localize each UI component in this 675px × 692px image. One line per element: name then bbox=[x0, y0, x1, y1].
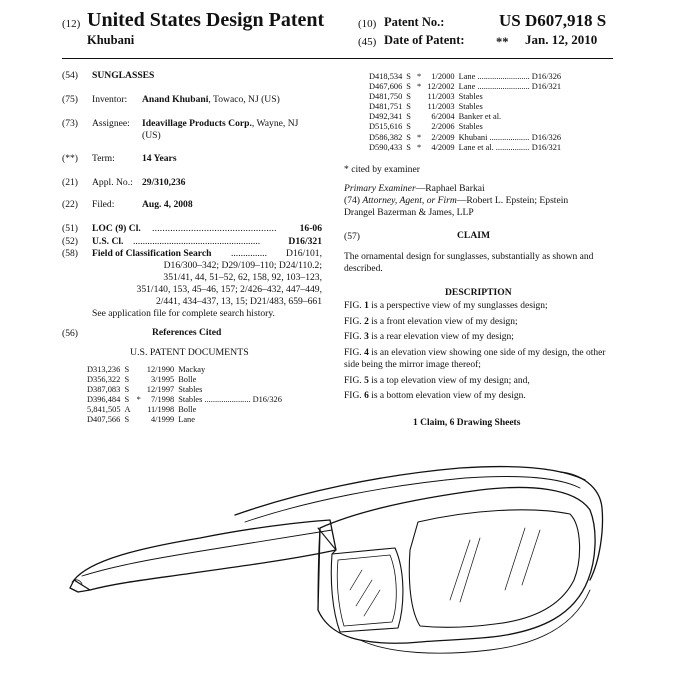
reference-row bbox=[369, 133, 561, 143]
term-label: Term: bbox=[92, 153, 115, 164]
assignee-label: Assignee: bbox=[92, 118, 130, 129]
field-search-first: D16/101, bbox=[286, 248, 322, 259]
fig-number: 4 bbox=[364, 348, 369, 359]
ref-class bbox=[532, 92, 561, 102]
reference-row bbox=[87, 365, 282, 375]
ref-cited-star: * bbox=[416, 132, 422, 142]
inventor-value bbox=[142, 94, 280, 106]
ref-kind: S bbox=[406, 132, 411, 142]
ref-cited-star: * bbox=[136, 395, 141, 405]
ref-kind: S bbox=[406, 82, 411, 92]
ref-class bbox=[253, 405, 282, 415]
assignee-value bbox=[142, 118, 298, 130]
code-58: (58) bbox=[62, 248, 78, 259]
ref-kind: S bbox=[124, 385, 130, 395]
code-term: (**) bbox=[62, 153, 78, 164]
field-search-dots: ............... bbox=[231, 248, 267, 259]
inventor-label: Inventor: bbox=[92, 94, 128, 105]
reference-row bbox=[369, 112, 561, 122]
references-heading: References Cited bbox=[152, 327, 222, 338]
ref-number: D313,236 bbox=[87, 365, 121, 374]
claims-sheets: 1 Claim, 6 Drawing Sheets bbox=[413, 418, 521, 428]
fig-description bbox=[344, 301, 610, 313]
ref-name: Banker et al. bbox=[458, 112, 502, 122]
claim-heading: CLAIM bbox=[457, 230, 491, 241]
code-45: (45) bbox=[358, 36, 377, 48]
reference-row bbox=[369, 82, 561, 92]
field-search-line: 351/41, 44, 51–52, 62, 158, 92, 103–123, bbox=[163, 272, 322, 283]
ref-name: Bolle bbox=[178, 405, 197, 415]
fig-description bbox=[344, 332, 610, 344]
attorney-firm: Drangel Bazerman & James, LLP bbox=[344, 207, 474, 218]
claim-text: The ornamental design for sunglasses, substantially as shown and described. bbox=[344, 252, 594, 274]
fig-descriptions bbox=[344, 301, 610, 407]
ref-number: D418,534 bbox=[369, 72, 403, 81]
code-54: (54) bbox=[62, 70, 78, 81]
ref-number: D356,322 bbox=[87, 375, 121, 385]
ref-date: 6/2004 bbox=[431, 112, 455, 122]
inventor-location: , Towaco, NJ (US) bbox=[208, 94, 280, 105]
ref-name: Stables bbox=[458, 122, 483, 132]
ref-kind: S bbox=[124, 415, 130, 425]
ref-number: D492,341 bbox=[369, 112, 403, 122]
ref-cited-star bbox=[413, 102, 427, 112]
us-cl-label: U.S. Cl. bbox=[92, 236, 124, 247]
ref-name: Stables bbox=[458, 102, 483, 112]
reference-row bbox=[87, 415, 282, 425]
ref-cited-star bbox=[413, 92, 427, 102]
ref-name: Mackay bbox=[178, 365, 206, 374]
fig-number: 3 bbox=[364, 332, 369, 343]
ref-name: Bolle bbox=[178, 375, 197, 385]
patent-number: US D607,918 S bbox=[499, 11, 607, 30]
us-cl-value: D16/321 bbox=[288, 236, 322, 247]
reference-row bbox=[369, 72, 561, 82]
fig-prefix: FIG. bbox=[344, 301, 365, 311]
ref-date: 12/2002 bbox=[427, 82, 455, 92]
ref-date: 7/1998 bbox=[150, 395, 175, 405]
ref-number: D515,616 bbox=[369, 122, 403, 132]
fig-text: is a front elevation view of my design; bbox=[368, 316, 518, 327]
fig-prefix: FIG. bbox=[344, 332, 365, 343]
design-title: SUNGLASSES bbox=[92, 70, 155, 81]
ref-date: 12/1997 bbox=[146, 385, 175, 395]
filed-value: Aug. 4, 2008 bbox=[142, 199, 193, 210]
ref-number: D481,750 bbox=[369, 92, 403, 102]
patent-type-title: United States Design Patent bbox=[87, 9, 325, 31]
code-75: (75) bbox=[62, 94, 78, 105]
reference-row bbox=[87, 395, 282, 405]
code-12: (12) bbox=[62, 18, 81, 30]
references-table-left bbox=[87, 365, 282, 426]
code-10: (10) bbox=[358, 18, 377, 30]
ref-kind: S bbox=[406, 112, 411, 122]
code-74: (74) bbox=[344, 195, 360, 206]
loc-value: 16-06 bbox=[299, 223, 322, 234]
ref-number: D590,433 bbox=[369, 142, 403, 152]
code-52: (52) bbox=[62, 236, 78, 247]
code-73: (73) bbox=[62, 118, 78, 129]
code-22: (22) bbox=[62, 199, 78, 210]
ref-cited-star bbox=[133, 365, 147, 375]
fig-prefix: FIG. bbox=[344, 348, 365, 359]
ref-number: 5,841,505 bbox=[87, 405, 121, 415]
inventor-name: Anand Khubani bbox=[142, 94, 209, 105]
field-search-line: 351/140, 153, 45–46, 157; 2/426–432, 447–449, bbox=[136, 284, 322, 295]
references-table-right bbox=[369, 72, 561, 153]
code-57: (57) bbox=[344, 231, 360, 242]
ref-class: D16/326 bbox=[252, 395, 282, 405]
code-56: (56) bbox=[62, 328, 78, 339]
date-of-patent-label: Date of Patent: bbox=[384, 33, 465, 47]
loc-label: LOC (9) Cl. bbox=[92, 223, 141, 234]
ref-date: 4/2009 bbox=[431, 142, 455, 152]
ref-number: D396,484 bbox=[87, 395, 121, 405]
ref-kind: A bbox=[124, 405, 131, 415]
appl-no-label: Appl. No.: bbox=[92, 177, 133, 188]
code-21: (21) bbox=[62, 177, 78, 188]
appl-no-value: 29/310,236 bbox=[142, 177, 186, 188]
fig-description bbox=[344, 348, 610, 371]
attorney-label: Attorney, Agent, or Firm bbox=[362, 195, 457, 206]
ref-name: Khubani ................... bbox=[458, 132, 530, 142]
us-cl-dots: ..................................................... bbox=[133, 236, 261, 247]
ref-kind: S bbox=[406, 102, 411, 112]
assignee-name: Ideavillage Products Corp. bbox=[142, 118, 252, 129]
attorney bbox=[344, 195, 568, 207]
ref-class bbox=[532, 122, 561, 132]
ref-cited-star bbox=[413, 122, 427, 132]
sunglasses-drawing bbox=[0, 430, 675, 692]
reference-row bbox=[369, 102, 561, 112]
ref-kind: S bbox=[406, 142, 411, 152]
ref-cited-star: * bbox=[416, 142, 422, 152]
reference-row bbox=[87, 405, 282, 415]
ref-date: 11/1998 bbox=[147, 405, 175, 415]
ref-class bbox=[532, 102, 561, 112]
ref-class: D16/321 bbox=[531, 82, 562, 92]
ref-class bbox=[253, 385, 282, 395]
code-51: (51) bbox=[62, 223, 78, 234]
fig-description bbox=[344, 376, 610, 388]
ref-name: Lane et al. ................ bbox=[458, 142, 530, 152]
fig-prefix: FIG. bbox=[344, 391, 365, 402]
ref-date: 1/2000 bbox=[431, 72, 455, 81]
primary-examiner-name: —Raphael Barkai bbox=[415, 183, 485, 194]
ref-cited-star bbox=[133, 405, 147, 415]
primary-examiner bbox=[344, 183, 485, 195]
ref-name: Stables ...................... bbox=[178, 395, 251, 405]
assignee-country: (US) bbox=[142, 130, 161, 141]
ref-class: D16/326 bbox=[531, 72, 562, 81]
term-value: 14 Years bbox=[142, 153, 177, 164]
fig-prefix: FIG. bbox=[344, 316, 365, 327]
ref-kind: S bbox=[406, 72, 411, 81]
field-search-line: 2/441, 434–437, 13, 15; D21/483, 659–661 bbox=[155, 296, 322, 307]
ref-number: D407,566 bbox=[87, 415, 121, 425]
ref-number: D467,606 bbox=[369, 82, 403, 92]
ref-kind: S bbox=[124, 365, 130, 374]
ref-date: 11/2003 bbox=[427, 102, 455, 112]
ref-name: Stables bbox=[458, 92, 483, 102]
ref-cited-star bbox=[133, 415, 147, 425]
ref-cited-star bbox=[413, 112, 427, 122]
description-heading: DESCRIPTION bbox=[445, 287, 512, 298]
attorney-name: —Robert L. Epstein; Epstein bbox=[456, 195, 569, 206]
ref-date: 2/2006 bbox=[431, 122, 455, 132]
fig-text: is a top elevation view of my design; and, bbox=[368, 375, 530, 386]
fig-text: is an elevation view showing one side of my design, the other side being the mirror image thereof; bbox=[344, 348, 606, 370]
ref-number: D481,751 bbox=[369, 102, 403, 112]
us-patent-documents-heading: U.S. PATENT DOCUMENTS bbox=[130, 347, 249, 358]
ref-name: Lane ......................... bbox=[458, 82, 530, 92]
ref-date: 11/2003 bbox=[427, 92, 455, 102]
ref-name: Lane ......................... bbox=[458, 72, 530, 81]
header-rule bbox=[62, 58, 613, 59]
fig-description bbox=[344, 317, 610, 329]
fig-number: 5 bbox=[364, 375, 369, 386]
ref-number: D387,083 bbox=[87, 385, 121, 395]
ref-class bbox=[532, 112, 561, 122]
patent-no-label: Patent No.: bbox=[384, 15, 445, 29]
patent-date: Jan. 12, 2010 bbox=[525, 32, 598, 47]
fig-text: is a bottom elevation view of my design. bbox=[368, 391, 526, 402]
fig-text: is a rear elevation view of my design; bbox=[368, 332, 514, 343]
ref-class: D16/321 bbox=[531, 142, 562, 152]
ref-date: 3/1995 bbox=[150, 375, 175, 385]
see-application-note: See application file for complete search history. bbox=[92, 308, 275, 319]
primary-examiner-label: Primary Examiner bbox=[344, 183, 416, 194]
reference-row bbox=[369, 122, 561, 132]
ref-date: 4/1999 bbox=[150, 415, 175, 425]
cited-by-examiner: * cited by examiner bbox=[344, 164, 420, 175]
ref-number: D586,382 bbox=[369, 132, 403, 142]
ref-date: 12/1990 bbox=[146, 365, 175, 374]
reference-row bbox=[87, 385, 282, 395]
ref-kind: S bbox=[124, 395, 130, 405]
ref-kind: S bbox=[406, 92, 411, 102]
field-search-line: D16/300–342; D29/109–110; D24/110.2; bbox=[163, 260, 322, 271]
ref-class bbox=[253, 365, 282, 375]
fig-description bbox=[344, 391, 610, 403]
field-search-label: Field of Classification Search bbox=[92, 248, 212, 259]
term-stars: ** bbox=[496, 35, 509, 49]
fig-number: 6 bbox=[364, 391, 369, 402]
reference-row bbox=[369, 92, 561, 102]
ref-name: Lane bbox=[178, 415, 195, 425]
ref-cited-star bbox=[133, 375, 147, 385]
loc-dots: ................................................ bbox=[152, 223, 277, 234]
ref-name: Stables bbox=[178, 385, 203, 395]
assignee-location: , Wayne, NJ bbox=[251, 118, 299, 129]
ref-cited-star: * bbox=[416, 82, 422, 92]
ref-class bbox=[253, 375, 282, 385]
fig-number: 1 bbox=[364, 301, 369, 311]
fig-text: is a perspective view of my sunglasses design; bbox=[368, 301, 548, 311]
filed-label: Filed: bbox=[92, 199, 115, 210]
fig-prefix: FIG. bbox=[344, 375, 365, 386]
reference-row bbox=[369, 143, 561, 153]
ref-cited-star bbox=[133, 385, 147, 395]
reference-row bbox=[87, 375, 282, 385]
ref-class: D16/326 bbox=[531, 132, 562, 142]
ref-kind: S bbox=[124, 375, 130, 385]
ref-kind: S bbox=[406, 122, 411, 132]
inventor-surname: Khubani bbox=[87, 33, 135, 47]
ref-date: 2/2009 bbox=[431, 132, 455, 142]
ref-class bbox=[253, 415, 282, 425]
ref-cited-star: * bbox=[416, 72, 422, 81]
fig-number: 2 bbox=[364, 316, 369, 327]
